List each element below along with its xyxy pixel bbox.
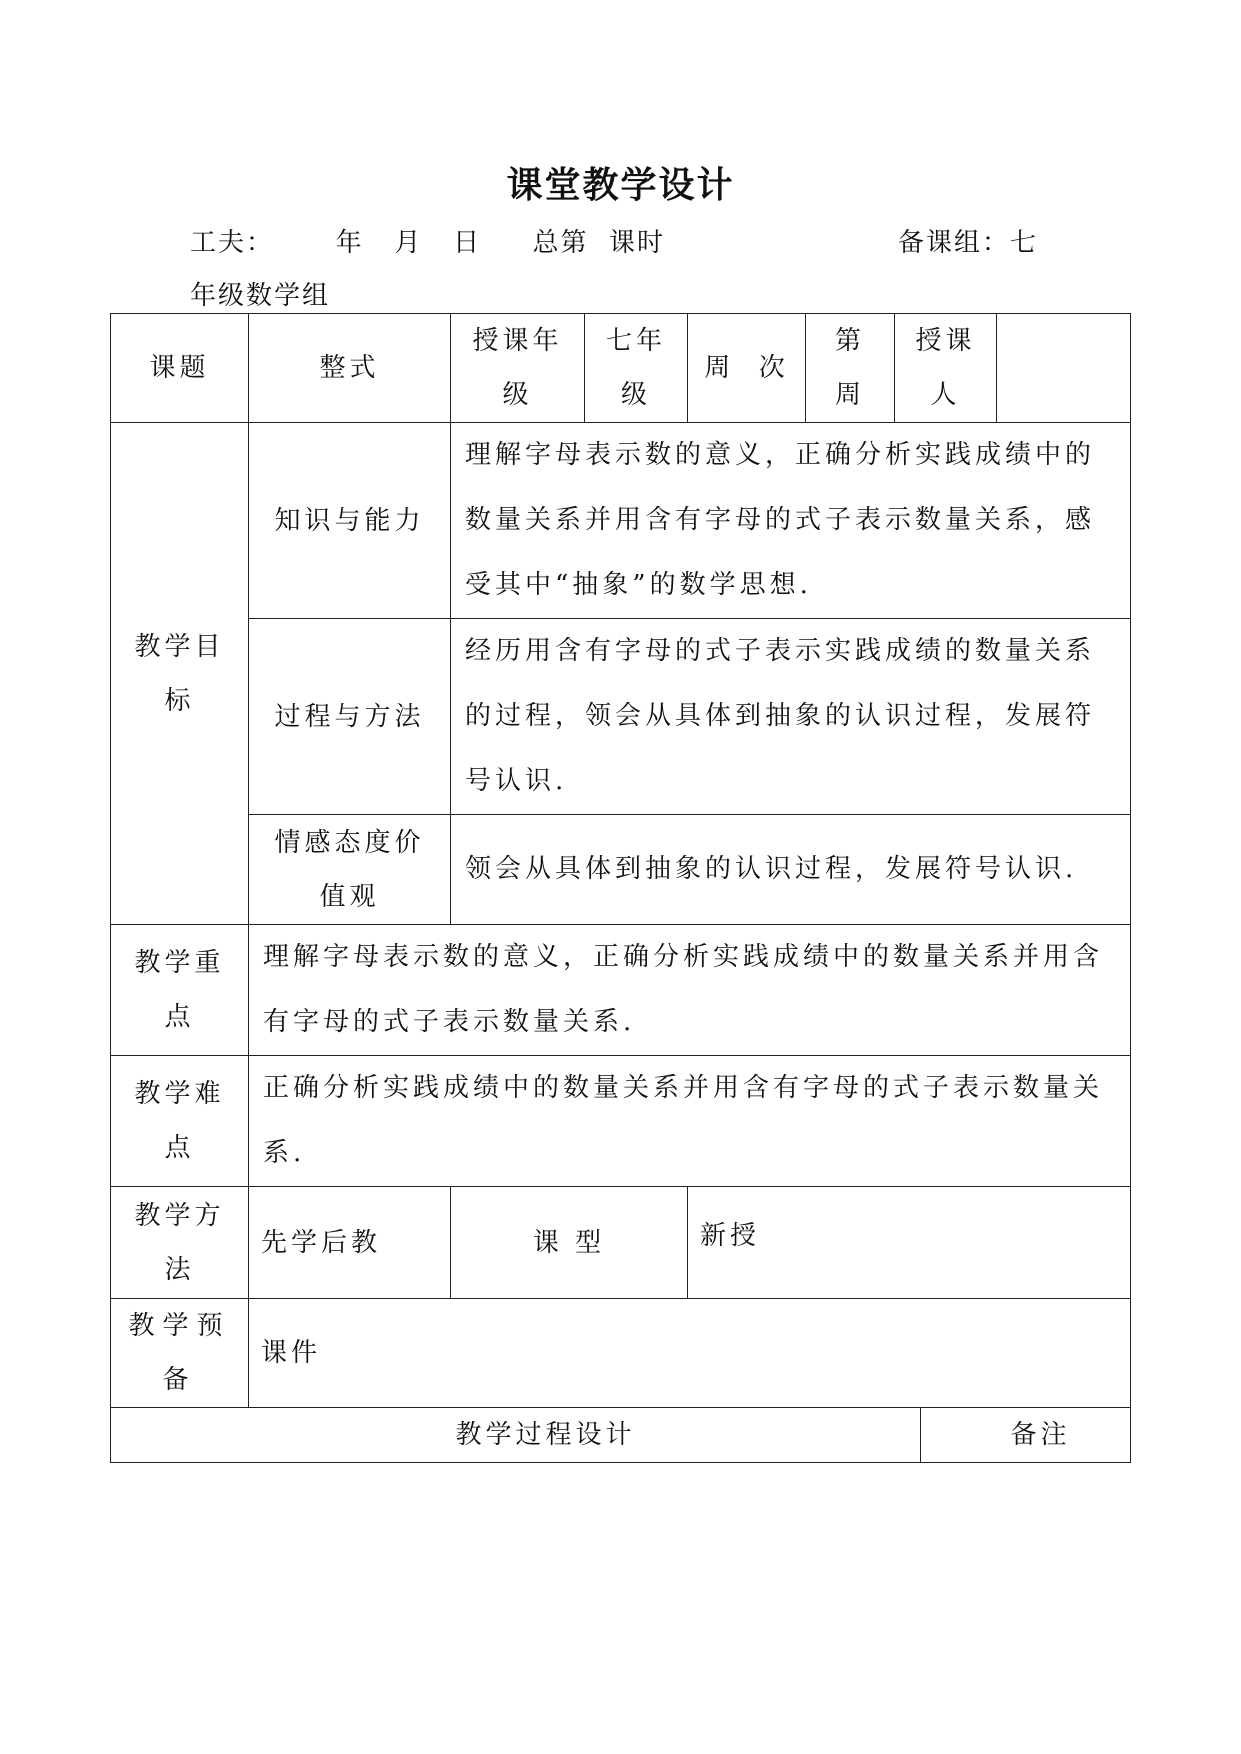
row-objective-knowledge bbox=[111, 423, 1131, 619]
row-objective-process bbox=[111, 619, 1131, 815]
objective-process-text: 经历用含有字母的式子表示实践成绩的数量关系的过程，领会从具体到抽象的认识过程，发展符号认识. bbox=[451, 619, 1131, 815]
row-difficulty bbox=[111, 1056, 1131, 1187]
prep-value: 课件 bbox=[249, 1299, 1131, 1408]
objective-process-label: 过程与方法 bbox=[249, 619, 451, 815]
lesson-type-label: 课 型 bbox=[451, 1187, 688, 1299]
lesson-type-value: 新授 bbox=[688, 1187, 1131, 1299]
document-title: 课堂教学设计 bbox=[506, 164, 735, 206]
topic-label: 课题 bbox=[111, 314, 249, 423]
method-label: 教学方法 bbox=[111, 1187, 249, 1299]
row-objective-attitude bbox=[111, 815, 1131, 925]
objective-knowledge-text: 理解字母表示数的意义，正确分析实践成绩中的数量关系并用含有字母的式子表示数量关系，感受其中“抽象”的数学思想. bbox=[451, 423, 1131, 619]
teacher-value bbox=[997, 314, 1131, 423]
row-prep bbox=[111, 1299, 1131, 1408]
objective-knowledge-label: 知识与能力 bbox=[249, 423, 451, 619]
teacher-label: 授课人 bbox=[895, 314, 997, 423]
row-process bbox=[111, 1408, 1131, 1463]
header-date-line: 工夫： 年 月 日 总第 课时 bbox=[190, 228, 666, 258]
header-group-line2: 年级数学组 bbox=[190, 281, 331, 311]
process-label: 教学过程设计 bbox=[111, 1408, 921, 1463]
note-label: 备注 bbox=[921, 1408, 1131, 1463]
grade-label: 授课年级 bbox=[451, 314, 585, 423]
week-label: 周 次 bbox=[688, 314, 806, 423]
lesson-plan-table bbox=[110, 313, 1131, 1463]
topic-value: 整式 bbox=[249, 314, 451, 423]
key-point-label: 教学重点 bbox=[111, 925, 249, 1056]
difficulty-text: 正确分析实践成绩中的数量关系并用含有字母的式子表示数量关系. bbox=[249, 1056, 1131, 1187]
row-method bbox=[111, 1187, 1131, 1299]
row-key-point bbox=[111, 925, 1131, 1056]
objective-attitude-label: 情感态度价值观 bbox=[249, 815, 451, 925]
header-group-label: 备课组：七 bbox=[898, 228, 1039, 258]
objectives-label: 教学目标 bbox=[111, 423, 249, 925]
row-topic bbox=[111, 314, 1131, 423]
objective-attitude-text: 领会从具体到抽象的认识过程，发展符号认识. bbox=[451, 815, 1131, 925]
key-point-text: 理解字母表示数的意义，正确分析实践成绩中的数量关系并用含有字母的式子表示数量关系. bbox=[249, 925, 1131, 1056]
grade-value: 七年级 bbox=[585, 314, 688, 423]
prep-label: 教学预备 bbox=[111, 1299, 249, 1408]
method-value: 先学后教 bbox=[249, 1187, 451, 1299]
difficulty-label: 教学难点 bbox=[111, 1056, 249, 1187]
week-value: 第周 bbox=[806, 314, 895, 423]
